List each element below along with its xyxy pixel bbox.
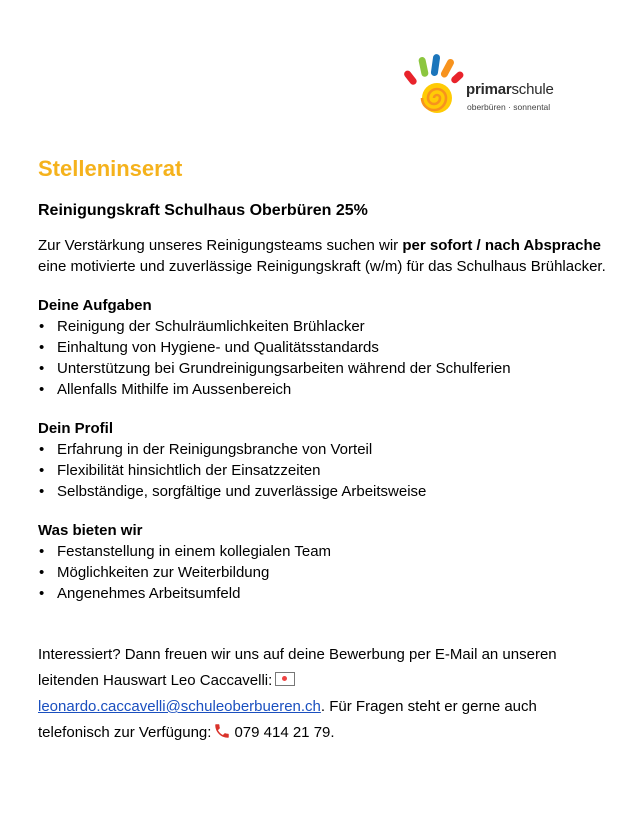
list-item: • Flexibilität hinsichtlich der Einsatzzeiten [38, 460, 608, 481]
envelope-icon [275, 672, 295, 686]
page-title: Stelleninserat [38, 156, 183, 181]
section-heading: Was bieten wir [38, 522, 143, 539]
list-item: • Unterstützung bei Grundreinigungsarbeiten während der Schulferien [38, 358, 608, 379]
offer-list [38, 541, 608, 604]
job-title: Reinigungskraft Schulhaus Oberbüren 25% [38, 202, 368, 219]
tasks-list [38, 316, 608, 400]
logo-subtitle: oberbüren · sonnental [467, 102, 551, 112]
hand-spiral-logo-icon [404, 52, 468, 122]
section-heading: Deine Aufgaben [38, 297, 152, 314]
email-link[interactable]: leonardo.caccavelli@schuleoberbueren.ch [38, 698, 321, 715]
list-item: • Allenfalls Mithilfe im Aussenbereich [38, 379, 608, 400]
list-item: • Angenehmes Arbeitsumfeld [38, 583, 608, 604]
list-item: • Selbständige, sorgfältige und zuverlässige Arbeitsweise [38, 481, 608, 502]
list-item: • Reinigung der Schulräumlichkeiten Brühlacker [38, 316, 608, 337]
list-item: • Einhaltung von Hygiene- und Qualitätsstandards [38, 337, 608, 358]
section-tasks [38, 295, 608, 400]
phone-icon [213, 722, 231, 740]
phone-number: 079 414 21 79 [234, 724, 331, 741]
list-item: • Erfahrung in der Reinigungsbranche von Vorteil [38, 439, 608, 460]
logo-wordmark: primarschule [466, 81, 554, 98]
profile-list [38, 439, 608, 502]
posting-content [38, 152, 608, 746]
intro-paragraph: Zur Verstärkung unseres Reinigungsteams suchen wir per sofort / nach Absprache eine motivierte und zuverlässige Reinigungskraft (w/m) für das Schulhaus Brühlacker. [38, 237, 606, 275]
section-profile [38, 418, 608, 502]
start-date-emphasis: per sofort / nach Absprache [402, 237, 601, 254]
section-heading: Dein Profil [38, 420, 114, 437]
list-item: • Festanstellung in einem kollegialen Team [38, 541, 608, 562]
section-offer [38, 520, 608, 604]
list-item: • Möglichkeiten zur Weiterbildung [38, 562, 608, 583]
school-logo [404, 52, 574, 122]
closing-paragraph: Interessiert? Dann freuen wir uns auf deine Bewerbung per E-Mail an unseren leitenden Hauswart Leo Caccavelli: leonardo.caccavelli@schuleoberbueren.ch. Für Fragen steht er gerne auch telefonisch zur Verfügung: 079 414 21 79. [38, 646, 557, 741]
